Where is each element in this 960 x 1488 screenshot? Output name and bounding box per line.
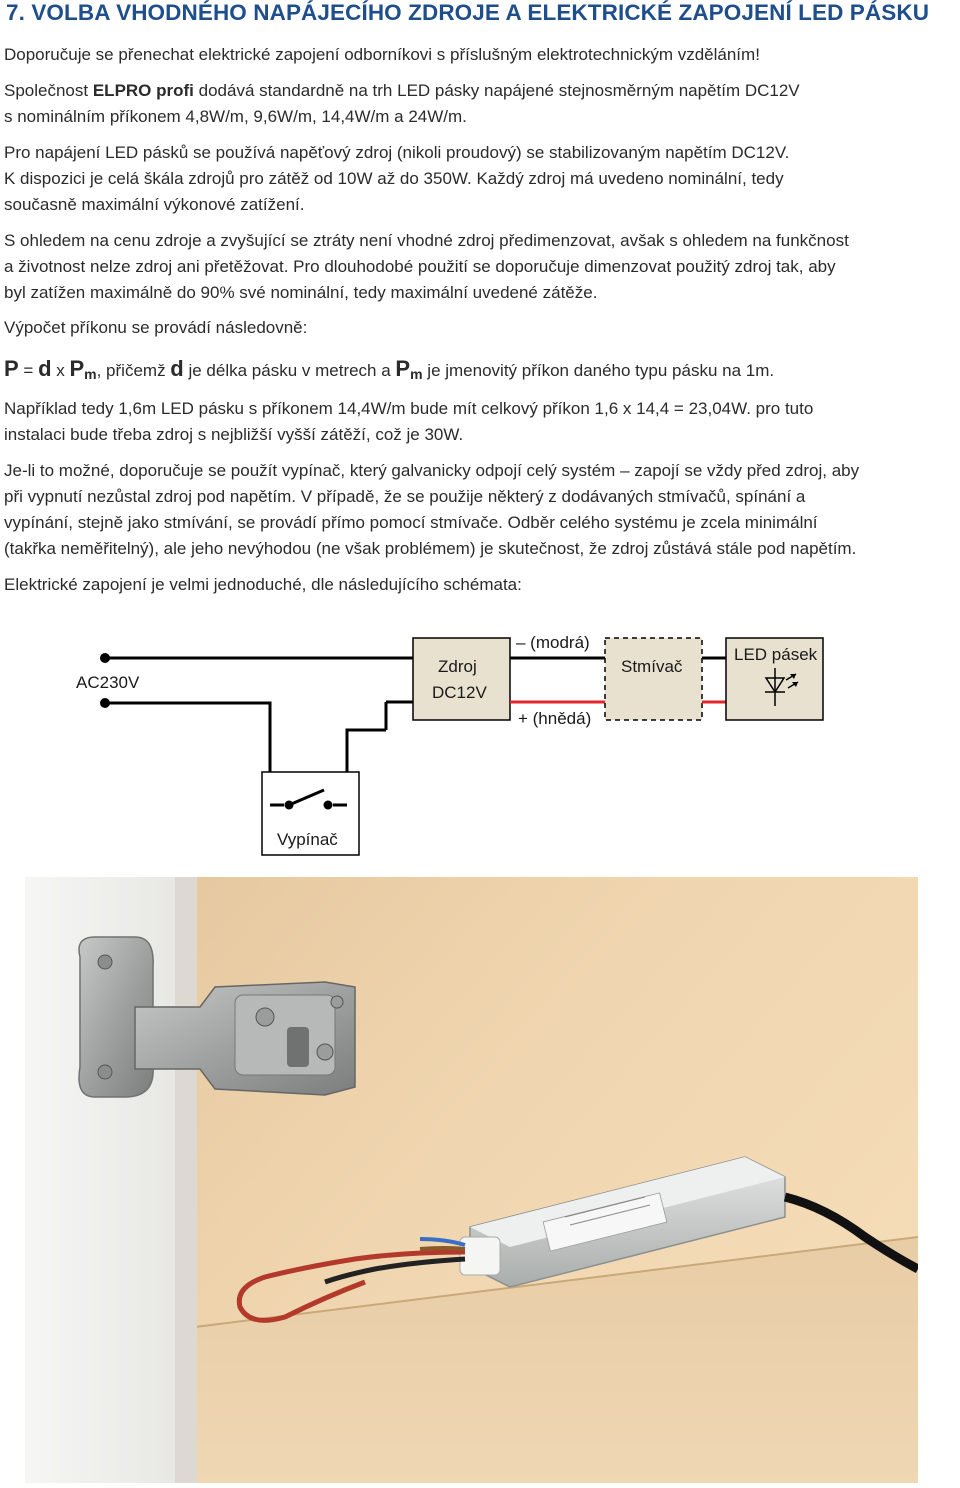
calc-intro xyxy=(4,315,956,341)
psu-line-3: současně maximální výkonové zatížení. xyxy=(4,195,305,214)
diagram-intro xyxy=(4,572,956,598)
sizing-line-2: a životnost nelze zdroj ani přetěžovat. Pro dlouhodobé použití se doporučuje dimenzovat použitý zdroj tak, aby xyxy=(4,257,836,276)
ac-label: AC230V xyxy=(76,673,140,692)
example-line-2: instalaci bude třeba zdroj s nejbližší vyšší zátěží, což je 30W. xyxy=(4,425,464,444)
switch-line-3: vypínání, stejně jako stmívání, se provádí přímo pomocí stmívače. Odběr celého systému je zcela minimální xyxy=(4,513,818,532)
sizing-paragraph xyxy=(4,228,956,306)
diagram-intro-text: Elektrické zapojení je velmi jednoduché, dle následujícího schémata: xyxy=(4,575,522,594)
switch-contact-right xyxy=(324,801,333,810)
section-heading: 7. VOLBA VHODNÉHO NAPÁJECÍHO ZDROJE A ELEKTRICKÉ ZAPOJENÍ LED PÁSKU xyxy=(6,0,930,25)
psu-paragraph xyxy=(4,140,956,218)
example-line-1: Například tedy 1,6m LED pásku s příkonem 14,4W/m bude mít celkový příkon 1,6 x 14,4 = 23,04W. pro tuto xyxy=(4,399,814,418)
power-formula: P = d x $P_m$, přičemž d je délka pásku v metrech a $P_m$ je jmenovitý příkon daného typu pásku na 1m. xyxy=(4,356,775,382)
dimmer-box xyxy=(605,638,702,720)
switch-line-4: (takřka neměřitelný), ale jeho nevýhodou (ne však problémem) je skutečnost, že zdroj zůstává stále pod napětím. xyxy=(4,539,857,558)
psu-label-line-2: DC12V xyxy=(432,683,487,702)
warning-paragraph xyxy=(4,42,956,68)
company-paragraph xyxy=(4,78,956,130)
wiring-diagram xyxy=(0,600,960,870)
dimmer-label: Stmívač xyxy=(621,657,683,676)
example-paragraph xyxy=(4,396,956,448)
switch-label: Vypínač xyxy=(277,830,338,849)
switch-line-2: při vypnutí nezůstal zdroj pod napětím. V případě, že se použije některý z dodávaných stmívačů, spínání a xyxy=(4,487,806,506)
sizing-line-1: S ohledem na cenu zdroje a zvyšující se ztráty není vhodné zdroj předimenzovat, avšak s ohledem na funkčnost xyxy=(4,231,849,250)
led-strip-label: LED pásek xyxy=(734,645,818,664)
switch-paragraph xyxy=(4,458,956,562)
ac-wire-bottom xyxy=(105,703,270,805)
power-supply-box xyxy=(413,638,510,720)
installation-photo xyxy=(25,877,918,1483)
warning-text: Doporučuje se přenechat elektrické zapojení odborníkovi s příslušným elektrotechnickým vzděláním! xyxy=(4,45,760,64)
brown-output-wire xyxy=(420,1248,465,1249)
psu-line-1: Pro napájení LED pásků se používá napěťový zdroj (nikoli proudový) se stabilizovaným napětím DC12V. xyxy=(4,143,790,162)
company-line-2: s nominálním příkonem 4,8W/m, 9,6W/m, 14,4W/m a 24W/m. xyxy=(4,107,467,126)
minus-wire-label: – (modrá) xyxy=(516,633,590,652)
calc-intro-text: Výpočet příkonu se provádí následovně: xyxy=(4,318,308,337)
sizing-line-3: byl zatížen maximálně do 90% své nominální, tedy maximální uvedené zátěže. xyxy=(4,283,598,302)
company-line-1: Společnost ELPRO profi dodává standardně na trh LED pásky napájené stejnosměrným napětím DC12V xyxy=(4,81,800,100)
switch-line-1: Je-li to možné, doporučuje se použít vypínač, který galvanicky odpojí celý systém – zapojí se vždy před zdroj, aby xyxy=(4,461,860,480)
brand-name: ELPRO profi xyxy=(92,81,194,100)
psu-line-2: K dispozici je celá škála zdrojů pro zátěž od 10W až do 350W. Každý zdroj má uvedeno nominální, tedy xyxy=(4,169,784,188)
plus-wire-label: + (hnědá) xyxy=(518,709,592,728)
psu-label-line-1: Zdroj xyxy=(438,657,477,676)
